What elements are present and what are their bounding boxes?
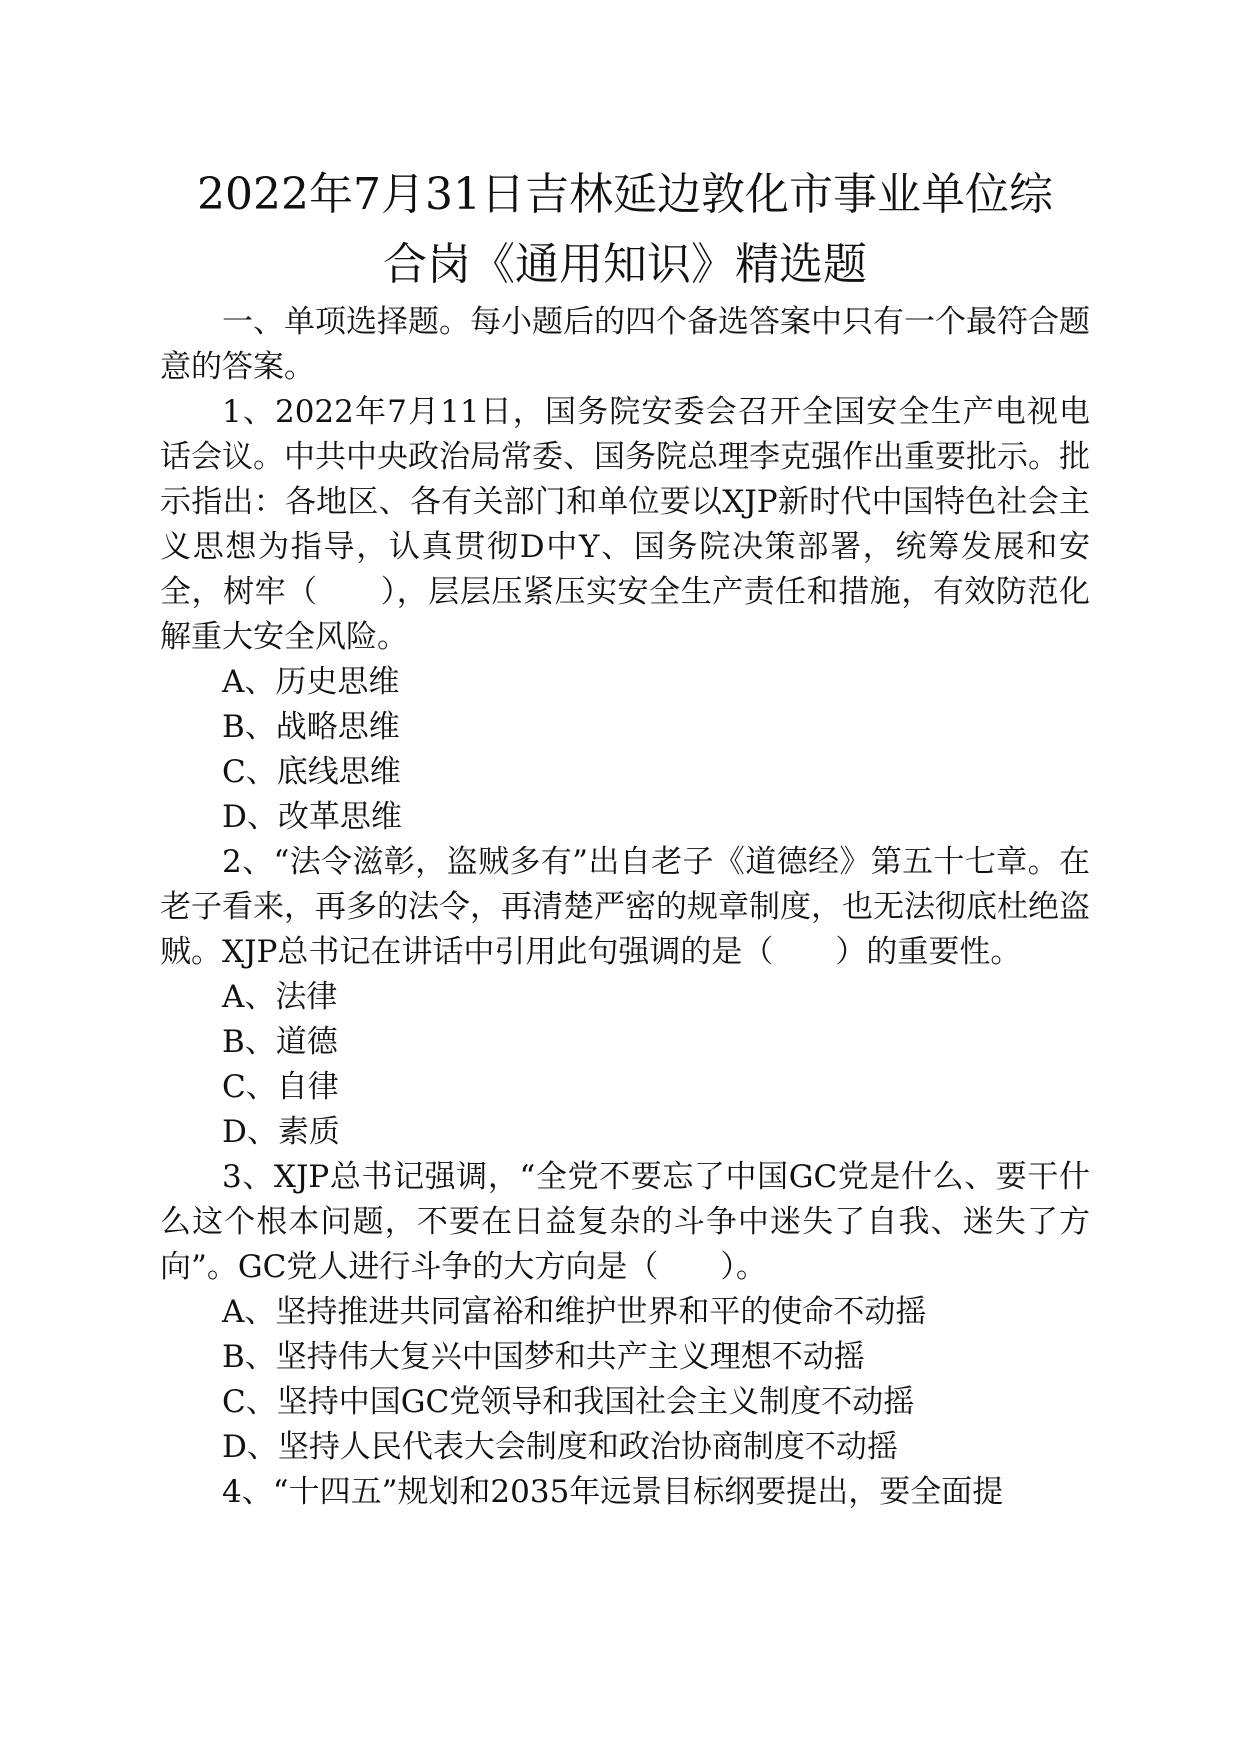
question-stem: 3、XJP总书记强调，“全党不要忘了中国GC党是什么、要干什么这个根本问题，不要在日益复杂的斗争中迷失了自我、迷失了方向”。GC党人进行斗争的大方向是（ ）。 (160, 1159, 1090, 1285)
option-d: D、素质 (222, 1114, 340, 1150)
title-line-2: 合岗《通用知识》精选题 (383, 239, 867, 290)
option-a: A、历史思维 (222, 664, 400, 700)
option-a: A、坚持推进共同富裕和维护世界和平的使命不动摇 (222, 1294, 927, 1330)
document-title (160, 160, 1090, 300)
section-heading: 一、单项选择题。每小题后的四个备选答案中只有一个最符合题意的答案。 (160, 304, 1090, 385)
document-page (160, 160, 1090, 1515)
option-b: B、战略思维 (222, 709, 400, 745)
question-4 (160, 1470, 1090, 1515)
option-d: D、坚持人民代表大会制度和政治协商制度不动摇 (222, 1429, 898, 1465)
title-line-1: 2022年7月31日吉林延边敦化市事业单位综 (197, 169, 1053, 220)
question-stem: 1、2022年7月11日，国务院安委会召开全国安全生产电视电话会议。中共中央政治局常委、国务院总理李克强作出重要批示。批示指出：各地区、各有关部门和单位要以XJP新时代中国特色社会主义思想为指导，认真贯彻D中Y、国务院决策部署，统筹发展和安全，树牢（ ），层层压紧压实安全生产责任和措施，有效防范化解重大安全风险。 (160, 394, 1090, 655)
question-2 (160, 840, 1090, 1155)
option-c: C、自律 (222, 1069, 339, 1105)
document-body (160, 300, 1090, 1515)
question-3 (160, 1155, 1090, 1470)
option-b: B、坚持伟大复兴中国梦和共产主义理想不动摇 (222, 1339, 865, 1375)
question-stem: 2、“法令滋彰，盗贼多有”出自老子《道德经》第五十七章。在老子看来，再多的法令，再清楚严密的规章制度，也无法彻底杜绝盗贼。XJP总书记在讲话中引用此句强调的是（ ）的重要性。 (160, 844, 1090, 970)
question-1 (160, 390, 1090, 840)
option-c: C、底线思维 (222, 754, 401, 790)
option-a: A、法律 (222, 979, 338, 1015)
option-c: C、坚持中国GC党领导和我国社会主义制度不动摇 (222, 1384, 915, 1420)
option-d: D、改革思维 (222, 799, 402, 835)
question-stem: 4、“十四五”规划和2035年远景目标纲要提出，要全面提 (222, 1474, 1004, 1510)
option-b: B、道德 (222, 1024, 338, 1060)
